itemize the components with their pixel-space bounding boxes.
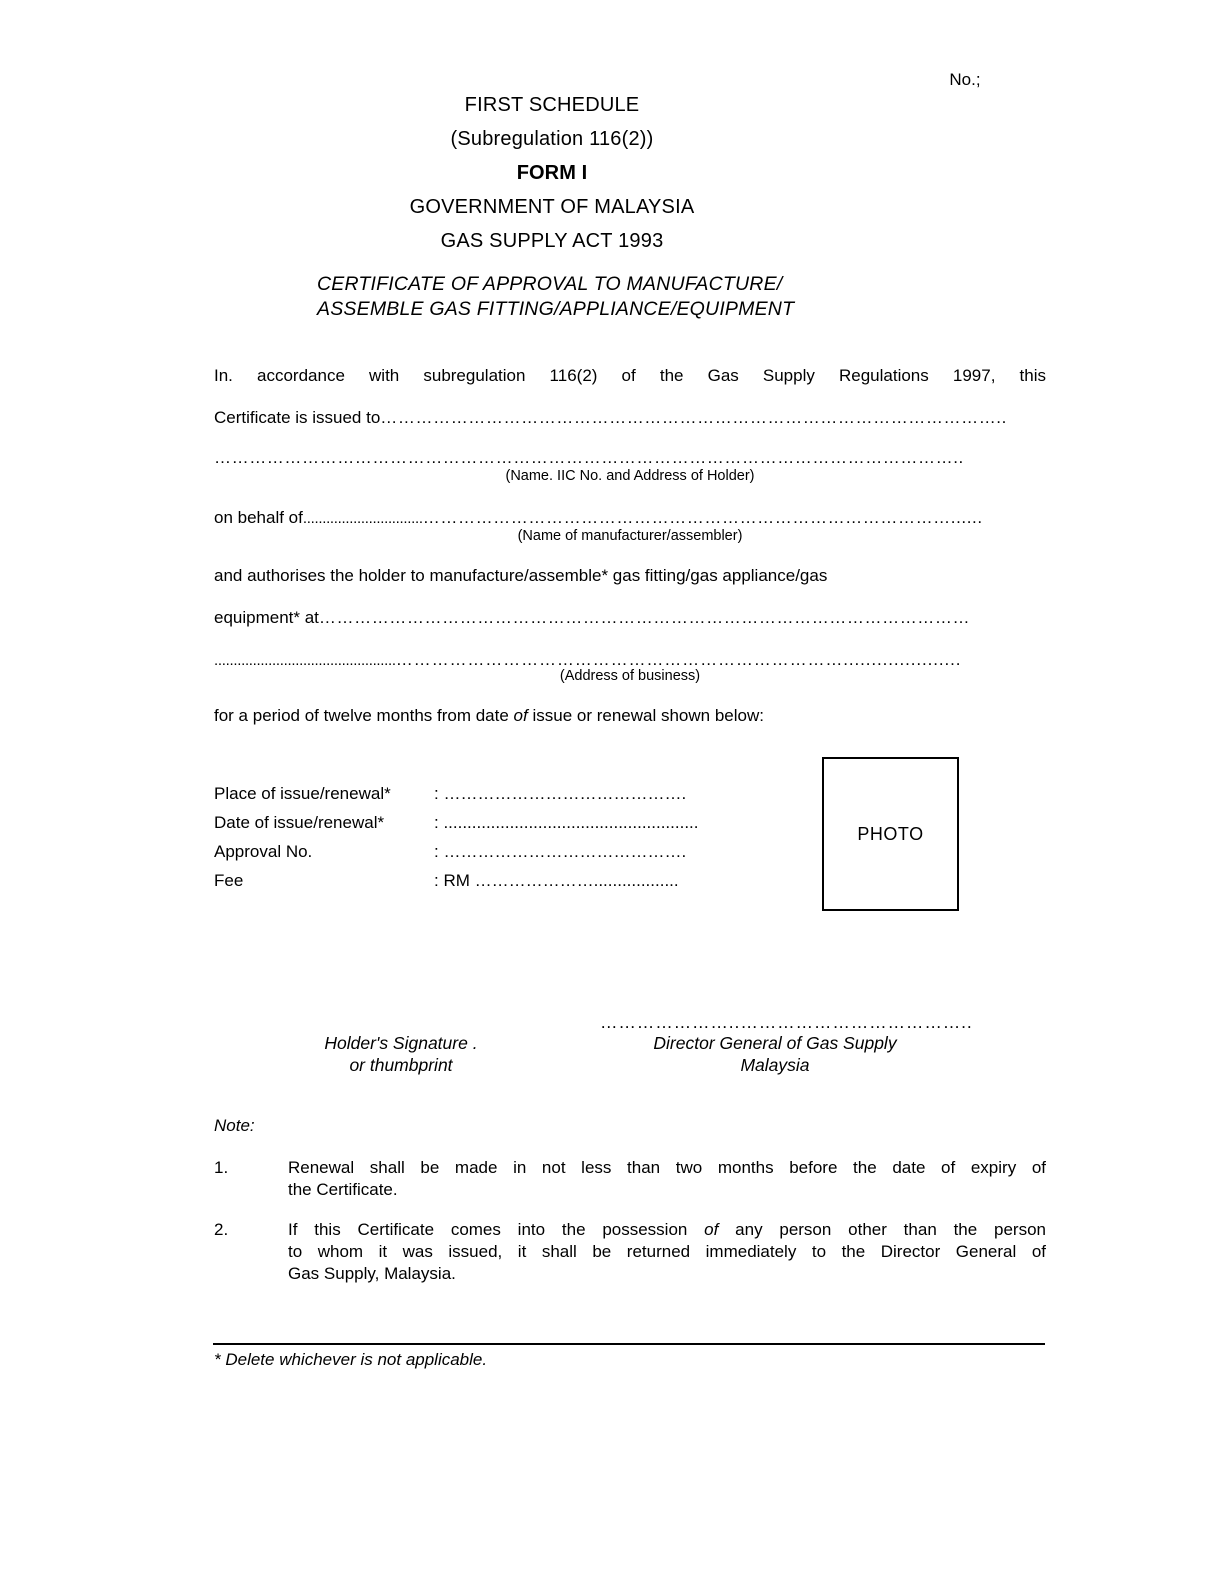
note-2-line-1-pre: If this Certificate comes into the possession <box>288 1220 705 1239</box>
director-title-line-2: Malaysia <box>740 1055 810 1075</box>
note-1-number: 1. <box>214 1158 229 1177</box>
act-name: GAS SUPPLY ACT 1993 <box>440 230 664 252</box>
field-row-date-of-issue <box>214 808 734 837</box>
photo-placeholder-box[interactable] <box>822 757 959 911</box>
intro-paragraph: In. accordance with subregulation 116(2) of the Gas Supply Regulations 1997, this <box>214 366 1046 385</box>
photo-placeholder-label: PHOTO <box>857 823 924 844</box>
approval-no-label: Approval No. <box>214 842 313 861</box>
validity-period-post: issue or renewal shown below: <box>527 706 764 725</box>
authorises-paragraph: and authorises the holder to manufacture/assemble* gas fitting/gas appliance/gas <box>214 566 828 585</box>
note-item-2 <box>214 1219 1046 1285</box>
footnote-text: * Delete whichever is not applicable. <box>214 1350 488 1369</box>
certificate-title-line-2: ASSEMBLE GAS FITTING/APPLIANCE/EQUIPMENT <box>317 298 795 320</box>
field-row-approval-no <box>214 837 734 866</box>
approval-no-value[interactable]: : ……………………………………. <box>434 842 687 861</box>
document-header <box>214 88 890 258</box>
issued-to-dots[interactable]: …………………………………………………………………………………………….. <box>380 408 1007 427</box>
holder-signature-line-2: or thumbprint <box>349 1055 453 1075</box>
on-behalf-label: on behalf of <box>214 508 303 527</box>
note-1-line-1: Renewal shall be made in not less than two months before the date of expiry of <box>288 1158 1046 1177</box>
equipment-line <box>214 608 1046 628</box>
holder-signature-line-1: Holder's Signature . <box>324 1033 478 1053</box>
validity-period-line <box>214 705 764 727</box>
date-of-issue-value[interactable]: : ...................................................... <box>434 813 699 832</box>
address-dots-tight[interactable]: ............................................... <box>214 652 396 669</box>
holder-caption: (Name. IIC No. and Address of Holder) <box>505 468 755 484</box>
issued-to-line <box>214 408 1046 428</box>
equipment-label: equipment* at <box>214 608 319 627</box>
holder-blank-line[interactable]: ……………………………………………………………………………………………………………….. <box>214 448 964 467</box>
note-1-text <box>288 1157 1046 1201</box>
place-of-issue-label: Place of issue/renewal* <box>214 784 391 803</box>
on-behalf-line <box>214 508 1046 528</box>
government-name: GOVERNMENT OF MALAYSIA <box>409 196 695 218</box>
issue-details-fields <box>214 779 734 895</box>
certificate-title-line-1: CERTIFICATE OF APPROVAL TO MANUFACTURE/ <box>317 273 783 295</box>
subregulation-reference: (Subregulation 116(2)) <box>450 128 654 150</box>
note-1-line-2: the Certificate. <box>288 1180 398 1199</box>
note-2-line-2: to whom it was issued, it shall be returned immediately to the Director General of <box>288 1242 1046 1261</box>
validity-period-pre: for a period of twelve months from date <box>214 706 514 725</box>
notes-heading: Note: <box>214 1116 255 1135</box>
director-signature-dots[interactable]: …………………..……………………………….. <box>600 1012 973 1032</box>
validity-period-emphasis: of <box>513 706 528 725</box>
fee-value[interactable]: : RM ………………….................. <box>434 871 679 890</box>
on-behalf-dots[interactable]: ………………………………………………………………………………...... <box>422 508 983 527</box>
schedule-title: FIRST SCHEDULE <box>464 94 640 116</box>
note-item-1 <box>214 1157 1046 1201</box>
footer-divider <box>213 1343 1045 1345</box>
director-title-line-1: Director General of Gas Supply <box>653 1033 897 1053</box>
note-2-line-1-post: any person other than the person <box>718 1220 1046 1239</box>
date-of-issue-label: Date of issue/renewal* <box>214 813 385 832</box>
certificate-number-label: No.; <box>949 70 981 89</box>
note-2-line-3: Gas Supply, Malaysia. <box>288 1264 456 1283</box>
form-designation: FORM I <box>516 162 588 184</box>
equipment-dots[interactable]: ………………………………………………………………………………………………… <box>318 608 971 627</box>
director-signature-block <box>600 1012 973 1076</box>
field-row-fee <box>214 866 734 895</box>
note-2-text <box>288 1219 1046 1285</box>
place-of-issue-value[interactable]: : ……………………………………. <box>434 784 687 803</box>
holder-signature-block <box>286 1032 516 1076</box>
on-behalf-dots-tight[interactable]: ............................... <box>302 510 423 527</box>
issued-to-label: Certificate is issued to <box>214 408 381 427</box>
manufacturer-caption: (Name of manufacturer/assembler) <box>517 528 743 544</box>
fee-label: Fee <box>214 871 244 890</box>
certificate-title <box>317 272 794 322</box>
field-row-place-of-issue <box>214 779 734 808</box>
address-dots[interactable]: …………………………………………………………………..................... <box>395 650 962 669</box>
note-2-line-1-emphasis: of <box>704 1220 719 1239</box>
address-blank-line <box>214 650 1046 670</box>
note-2-line-1 <box>288 1219 1046 1241</box>
note-2-number: 2. <box>214 1220 229 1239</box>
address-caption: (Address of business) <box>559 668 701 684</box>
